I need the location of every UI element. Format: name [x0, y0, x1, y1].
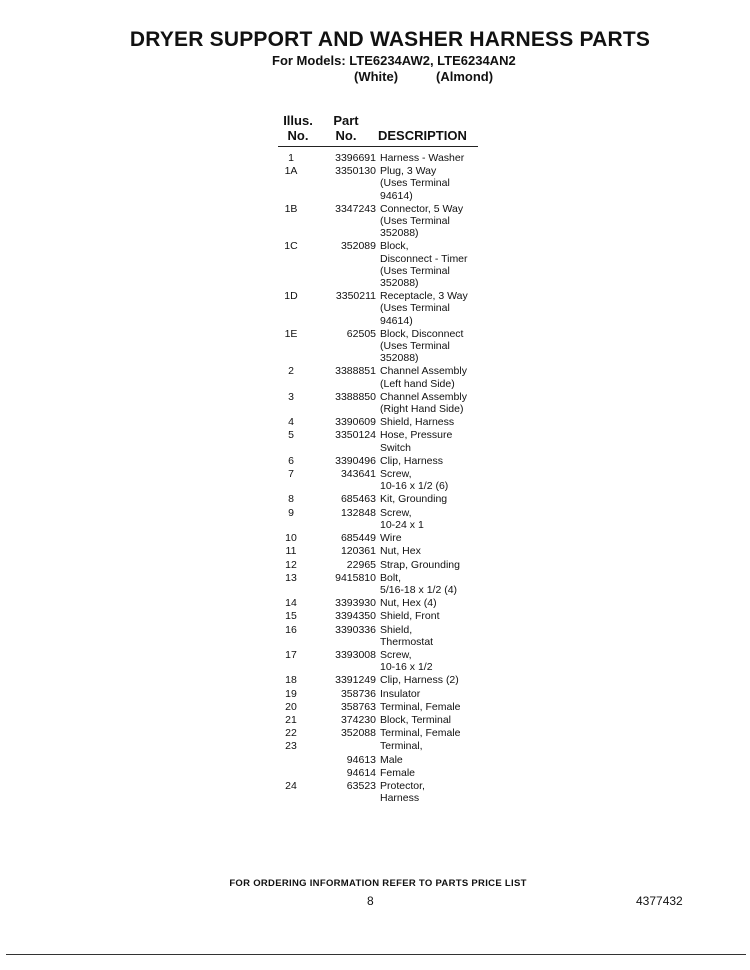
table-row	[276, 688, 506, 700]
part-description: Plug, 3 Way (Uses Terminal 94614)	[380, 165, 450, 202]
illus-number: 1E	[284, 327, 298, 340]
part-number: 94614	[346, 766, 376, 779]
table-row	[276, 674, 506, 686]
table-row	[276, 714, 506, 726]
part-number: 62505	[346, 327, 376, 340]
part-description: Terminal, Female	[380, 727, 461, 740]
part-description: Strap, Grounding	[380, 558, 460, 571]
illus-number: 1D	[284, 290, 298, 303]
part-number: 3388851	[335, 365, 376, 378]
part-description: Channel Assembly (Right Hand Side)	[380, 390, 467, 416]
part-description: Nut, Hex (4)	[380, 597, 437, 610]
table-row	[276, 572, 506, 596]
table-row	[276, 240, 506, 289]
part-description: Male	[380, 753, 403, 766]
illus-number: 21	[285, 713, 297, 726]
part-description: Receptacle, 3 Way (Uses Terminal 94614)	[380, 290, 468, 327]
illus-number: 1	[288, 152, 294, 164]
column-header-description: DESCRIPTION	[378, 128, 467, 143]
table-row	[276, 701, 506, 713]
table-row	[276, 559, 506, 571]
part-description: Block, Disconnect - Timer (Uses Terminal 352088)	[380, 240, 468, 290]
table-row	[276, 328, 506, 365]
illus-number: 16	[285, 623, 297, 636]
part-description: Screw, 10-16 x 1/2 (6)	[380, 468, 449, 493]
table-row	[276, 290, 506, 327]
part-number: 685449	[340, 532, 376, 545]
document-number: 4377432	[636, 894, 683, 908]
part-number: 3390336	[335, 623, 376, 636]
table-row	[276, 391, 506, 415]
parts-list	[276, 152, 506, 804]
part-number: 3393930	[335, 597, 376, 610]
part-number: 94613	[346, 753, 376, 766]
part-number: 374230	[340, 713, 376, 726]
part-number: 3350130	[335, 165, 376, 178]
part-number: 358736	[340, 687, 376, 700]
table-row	[276, 727, 506, 739]
illus-number: 10	[285, 532, 297, 545]
part-number: 3394350	[335, 610, 376, 623]
part-description: Terminal, Female	[380, 700, 461, 713]
column-header-part-line1: Part	[333, 113, 359, 128]
table-row	[276, 597, 506, 609]
table-row	[276, 610, 506, 622]
part-description: Clip, Harness (2)	[380, 674, 459, 687]
part-number: 120361	[340, 545, 376, 558]
variant-almond: (Almond)	[436, 69, 494, 84]
table-row	[276, 203, 506, 240]
table-row	[276, 740, 506, 752]
part-description: Harness - Washer	[380, 152, 465, 164]
part-number: 3350211	[335, 290, 376, 303]
part-description: Terminal,	[380, 740, 423, 753]
illus-number: 4	[288, 416, 294, 429]
column-header-illus	[278, 113, 318, 143]
part-number: 3393008	[335, 648, 376, 661]
bottom-divider	[6, 954, 746, 955]
part-number: 358763	[340, 700, 376, 713]
illus-number: 22	[285, 727, 297, 740]
illus-number: 8	[288, 493, 294, 506]
part-number: 22965	[346, 558, 376, 571]
part-description: Connector, 5 Way (Uses Terminal 352088)	[380, 202, 464, 240]
part-number: 3390609	[335, 416, 376, 429]
illus-number: 24	[285, 779, 297, 792]
table-row	[276, 624, 506, 648]
table-row	[276, 545, 506, 557]
illus-number: 19	[285, 687, 297, 700]
illus-number: 18	[285, 674, 297, 687]
illus-number: 1C	[284, 240, 298, 253]
illus-number: 1B	[284, 202, 298, 215]
part-description: Channel Assembly (Left hand Side)	[380, 365, 467, 390]
part-description: Hose, Pressure Switch	[380, 429, 453, 454]
part-number: 343641	[340, 468, 376, 481]
illus-number: 3	[288, 390, 294, 403]
illus-number: 20	[285, 700, 297, 713]
part-description: Bolt, 5/16-18 x 1/2 (4)	[380, 571, 458, 596]
part-number: 3388850	[335, 390, 376, 403]
table-row	[276, 416, 506, 428]
illus-number: 13	[285, 571, 297, 584]
part-number: 132848	[340, 506, 376, 519]
part-number: 685463	[340, 493, 376, 506]
part-number: 3347243	[335, 202, 376, 215]
part-description: Nut, Hex	[380, 545, 421, 558]
table-row	[276, 365, 506, 389]
page-number: 8	[367, 894, 374, 908]
table-row	[276, 780, 506, 804]
illus-number	[276, 754, 306, 766]
table-row	[276, 507, 506, 531]
part-description: Protector, Harness	[380, 779, 425, 805]
column-header-illus-line2: No.	[287, 128, 309, 143]
illus-number: 17	[285, 648, 297, 661]
part-description: Female	[380, 766, 416, 779]
part-description: Screw, 10-24 x 1	[380, 506, 424, 531]
column-header-part	[326, 113, 366, 143]
illus-number: 6	[288, 454, 294, 467]
table-row	[276, 532, 506, 544]
illus-number: 2	[288, 365, 294, 378]
illus-number: 9	[288, 506, 294, 519]
part-description: Shield, Harness	[380, 416, 455, 429]
part-number: 3391249	[335, 674, 376, 687]
ordering-note: FOR ORDERING INFORMATION REFER TO PARTS PRICE LIST	[229, 878, 527, 889]
table-row	[276, 165, 506, 202]
part-number: 3390496	[335, 454, 376, 467]
table-row	[276, 767, 506, 779]
column-header-illus-line1: Illus.	[283, 113, 313, 128]
page-title: DRYER SUPPORT AND WASHER HARNESS PARTS	[129, 28, 651, 51]
table-row	[276, 455, 506, 467]
illus-number: 5	[288, 429, 294, 442]
illus-number: 12	[285, 558, 297, 571]
illus-number: 23	[285, 740, 297, 753]
part-number: 352089	[340, 240, 376, 253]
illus-number	[276, 767, 306, 779]
part-description: Wire	[380, 532, 402, 545]
part-number: 352088	[340, 727, 376, 740]
part-description: Block, Disconnect (Uses Terminal 352088)	[380, 327, 464, 365]
table-row	[276, 152, 506, 164]
part-description: Insulator	[380, 687, 421, 700]
column-header-part-line2: No.	[335, 128, 357, 143]
part-description: Clip, Harness	[380, 454, 444, 467]
table-row	[276, 493, 506, 505]
illus-number: 1A	[284, 165, 298, 178]
part-number: 9415810	[335, 571, 376, 584]
illus-number: 15	[285, 610, 297, 623]
part-description: Shield, Front	[380, 610, 440, 623]
part-description: Screw, 10-16 x 1/2	[380, 648, 433, 674]
table-row	[276, 649, 506, 673]
part-number: 3350124	[335, 429, 376, 442]
table-row	[276, 754, 506, 766]
variant-white: (White)	[354, 69, 399, 84]
table-row	[276, 468, 506, 492]
models-line: For Models: LTE6234AW2, LTE6234AN2	[272, 53, 516, 68]
part-description: Kit, Grounding	[380, 493, 448, 506]
part-number: 3396691	[335, 152, 376, 164]
table-row	[276, 429, 506, 453]
illus-number: 14	[285, 597, 297, 610]
illus-number: 7	[288, 468, 294, 481]
header-divider	[278, 146, 478, 147]
part-description: Shield, Thermostat	[380, 623, 434, 648]
part-number	[306, 740, 380, 752]
part-number: 63523	[346, 779, 376, 792]
illus-number: 11	[285, 545, 297, 558]
part-description: Block, Terminal	[380, 713, 451, 726]
